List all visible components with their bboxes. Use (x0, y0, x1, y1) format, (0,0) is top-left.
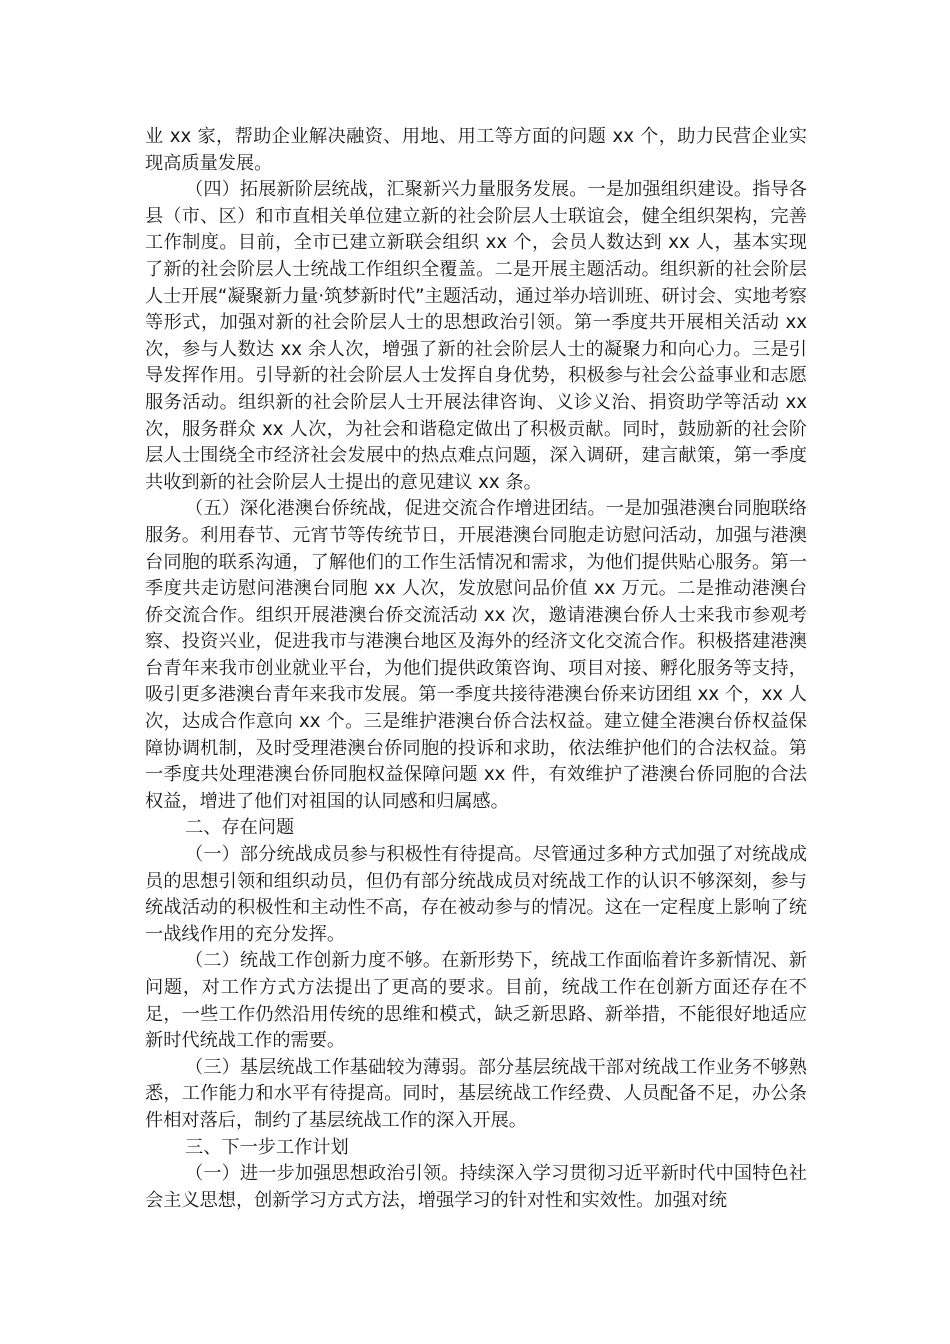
paragraph-new-social-strata: （四）拓展新阶层统战，汇聚新兴力量服务发展。一是加强组织建设。指导各县（市、区）和市直相关单位建立新的社会阶层人士联谊会，健全组织架构，完善工作制度。目前，全市已建立新联会组织 xx 个，会员人数达到 xx 人，基本实现了新的社会阶层人士统战工作组织全覆盖。二是开展主题活动。组织新的社会阶层人士开展“凝聚新力量·筑梦新时代”主题活动，通过举办培训班、研讨会、实地考察等形式，加强对新的社会阶层人士的思想政治引领。第一季度共开展相关活动 xx 次，参与人数达 xx 余人次，增强了新的社会阶层人士的凝聚力和向心力。三是引导发挥作用。引导新的社会阶层人士发挥自身优势，积极参与社会公益事业和志愿服务活动。组织新的社会阶层人士开展法律咨询、义诊义治、捐资助学等活动 xx 次，服务群众 xx 人次，为社会和谐稳定做出了积极贡献。同时，鼓励新的社会阶层人士围绕全市经济社会发展中的热点难点问题，深入调研，建言献策，第一季度共收到新的社会阶层人士提出的意见建议 xx 条。 (145, 179, 807, 493)
document-page (145, 124, 807, 1214)
paragraph-hk-macao-taiwan: （五）深化港澳台侨统战，促进交流合作增进团结。一是加强港澳台同胞联络服务。利用春节、元宵节等传统节日，开展港澳台同胞走访慰问活动，加强与港澳台同胞的联系沟通，了解他们的工作生活情况和需求，为他们提供贴心服务。第一季度共走访慰问港澳台同胞 xx 人次，发放慰问品价值 xx 万元。二是推动港澳台侨交流合作。组织开展港澳台侨交流活动 xx 次，邀请港澳台侨人士来我市参观考察、投资兴业，促进我市与港澳台地区及海外的经济文化交流合作。积极搭建港澳台青年来我市创业就业平台，为他们提供政策咨询、项目对接、孵化服务等支持，吸引更多港澳台青年来我市发展。第一季度共接待港澳台侨来访团组 xx 个，xx 人次，达成合作意向 xx 个。三是维护港澳台侨合法权益。建立健全港澳台侨权益保障协调机制，及时受理港澳台侨同胞的投诉和求助，依法维护他们的合法权益。第一季度共处理港澳台侨同胞权益保障问题 xx 件，有效维护了港澳台侨同胞的合法权益，增进了他们对祖国的认同感和归属感。 (145, 498, 807, 812)
paragraph-problem-2: （二）统战工作创新力度不够。在新形势下，统战工作面临着许多新情况、新问题，对工作方式方法提出了更高的要求。目前，统战工作在创新方面还存在不足，一些工作仍然沿用传统的思维和模式，缺乏新思路、新举措，不能很好地适应新时代统战工作的需要。 (145, 950, 807, 1052)
section-heading-next-steps: 三、下一步工作计划 (185, 1136, 349, 1158)
section-heading-problems: 二、存在问题 (185, 817, 295, 839)
paragraph-plan-1: （一）进一步加强思想政治引领。持续深入学习贯彻习近平新时代中国特色社会主义思想，创新学习方式方法，增强学习的针对性和实效性。加强对统 (145, 1163, 807, 1211)
paragraph-problem-3: （三）基层统战工作基础较为薄弱。部分基层统战干部对统战工作业务不够熟悉，工作能力和水平有待提高。同时，基层统战工作经费、人员配备不足，办公条件相对落后，制约了基层统战工作的深入开展。 (145, 1056, 807, 1131)
paragraph-problem-1: （一）部分统战成员参与积极性有待提高。尽管通过多种方式加强了对统战成员的思想引领和组织动员，但仍有部分统战成员对统战工作的认识不够深刻，参与统战活动的积极性和主动性不高，存在被动参与的情况。这在一定程度上影响了统一战线作用的充分发挥。 (145, 844, 807, 945)
paragraph-continued: 业 xx 家，帮助企业解决融资、用地、用工等方面的问题 xx 个，助力民营企业实现高质量发展。 (145, 126, 807, 174)
